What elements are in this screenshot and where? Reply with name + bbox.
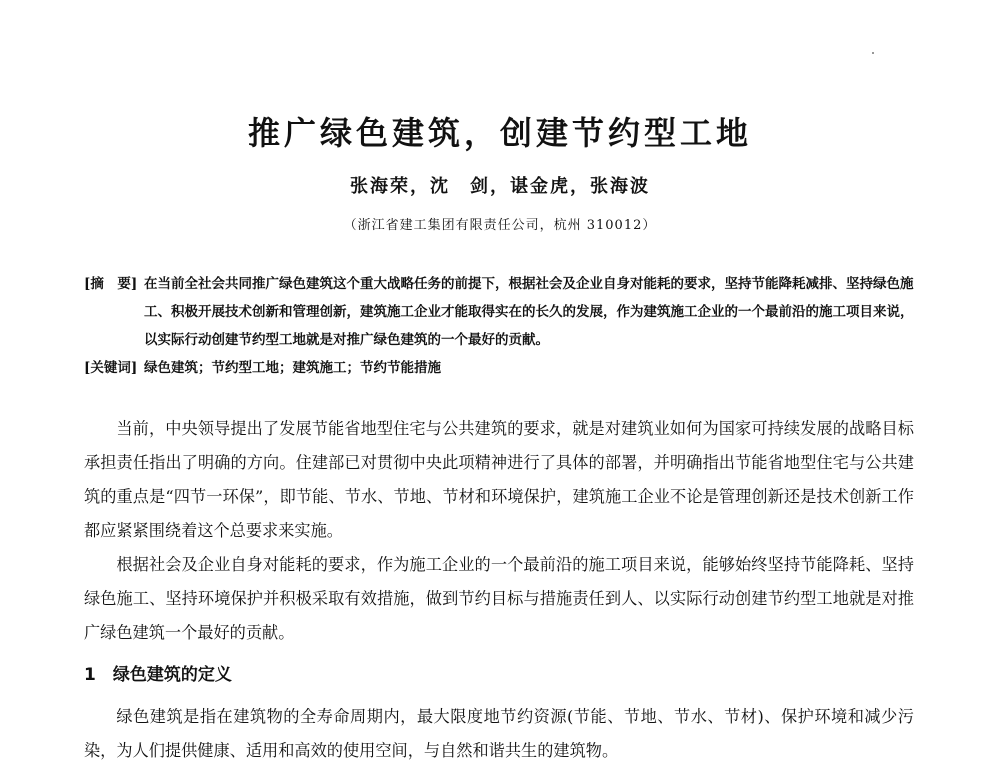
- body-paragraph-2: 根据社会及企业自身对能耗的要求，作为施工企业的一个最前沿的施工项目来说，能够始终坚持节能降耗、坚持绿色施工、坚持环境保护并积极采取有效措施，做到节约目标与措施责任到人、以实际行动创建节约型工地就是对推广绿色建筑一个最好的贡献。: [84, 555, 914, 642]
- section-heading-1: 1 绿色建筑的定义: [84, 665, 232, 685]
- paper-title: 推广绿色建筑，创建节约型工地: [247, 114, 752, 152]
- abstract-text: 在当前全社会共同推广绿色建筑这个重大战略任务的前提下，根据社会及企业自身对能耗的要求，坚持节能降耗减排、坚持绿色施工、积极开展技术创新和管理创新，建筑施工企业才能取得实在的长久的发展，作为建筑施工企业的一个最前沿的施工项目来说，以实际行动创建节约型工地就是对推广绿色建筑的一个最好的贡献。: [144, 276, 914, 348]
- author-list: 张海荣，沈 剑，谌金虎，张海波: [350, 176, 650, 197]
- body-text: [84, 412, 914, 768]
- affiliation: （浙江省建工集团有限责任公司，杭州 310012）: [343, 218, 657, 233]
- abstract-row: [84, 270, 914, 354]
- abstract-label: [摘 要]: [84, 276, 138, 292]
- abstract-block: [84, 270, 914, 382]
- keywords-row: [84, 354, 914, 382]
- scan-speck: [872, 52, 874, 54]
- body-paragraph-1: 当前，中央领导提出了发展节能省地型住宅与公共建筑的要求，就是对建筑业如何为国家可持续发展的战略目标承担责任指出了明确的方向。住建部已对贯彻中央此项精神进行了具体的部署，并明确指出节能省地型住宅与公共建筑的重点是“四节一环保”，即节能、节水、节地、节材和环境保护，建筑施工企业不论是管理创新还是技术创新工作都应紧紧围绕着这个总要求来实施。: [84, 419, 914, 540]
- body-paragraph-3: 绿色建筑是指在建筑物的全寿命周期内，最大限度地节约资源(节能、节地、节水、节材)、保护环境和减少污染，为人们提供健康、适用和高效的使用空间，与自然和谐共生的建筑物。: [84, 707, 914, 760]
- keywords-label: [关键词]: [84, 360, 138, 376]
- keywords-text: 绿色建筑；节约型工地；建筑施工；节约节能措施: [144, 360, 441, 376]
